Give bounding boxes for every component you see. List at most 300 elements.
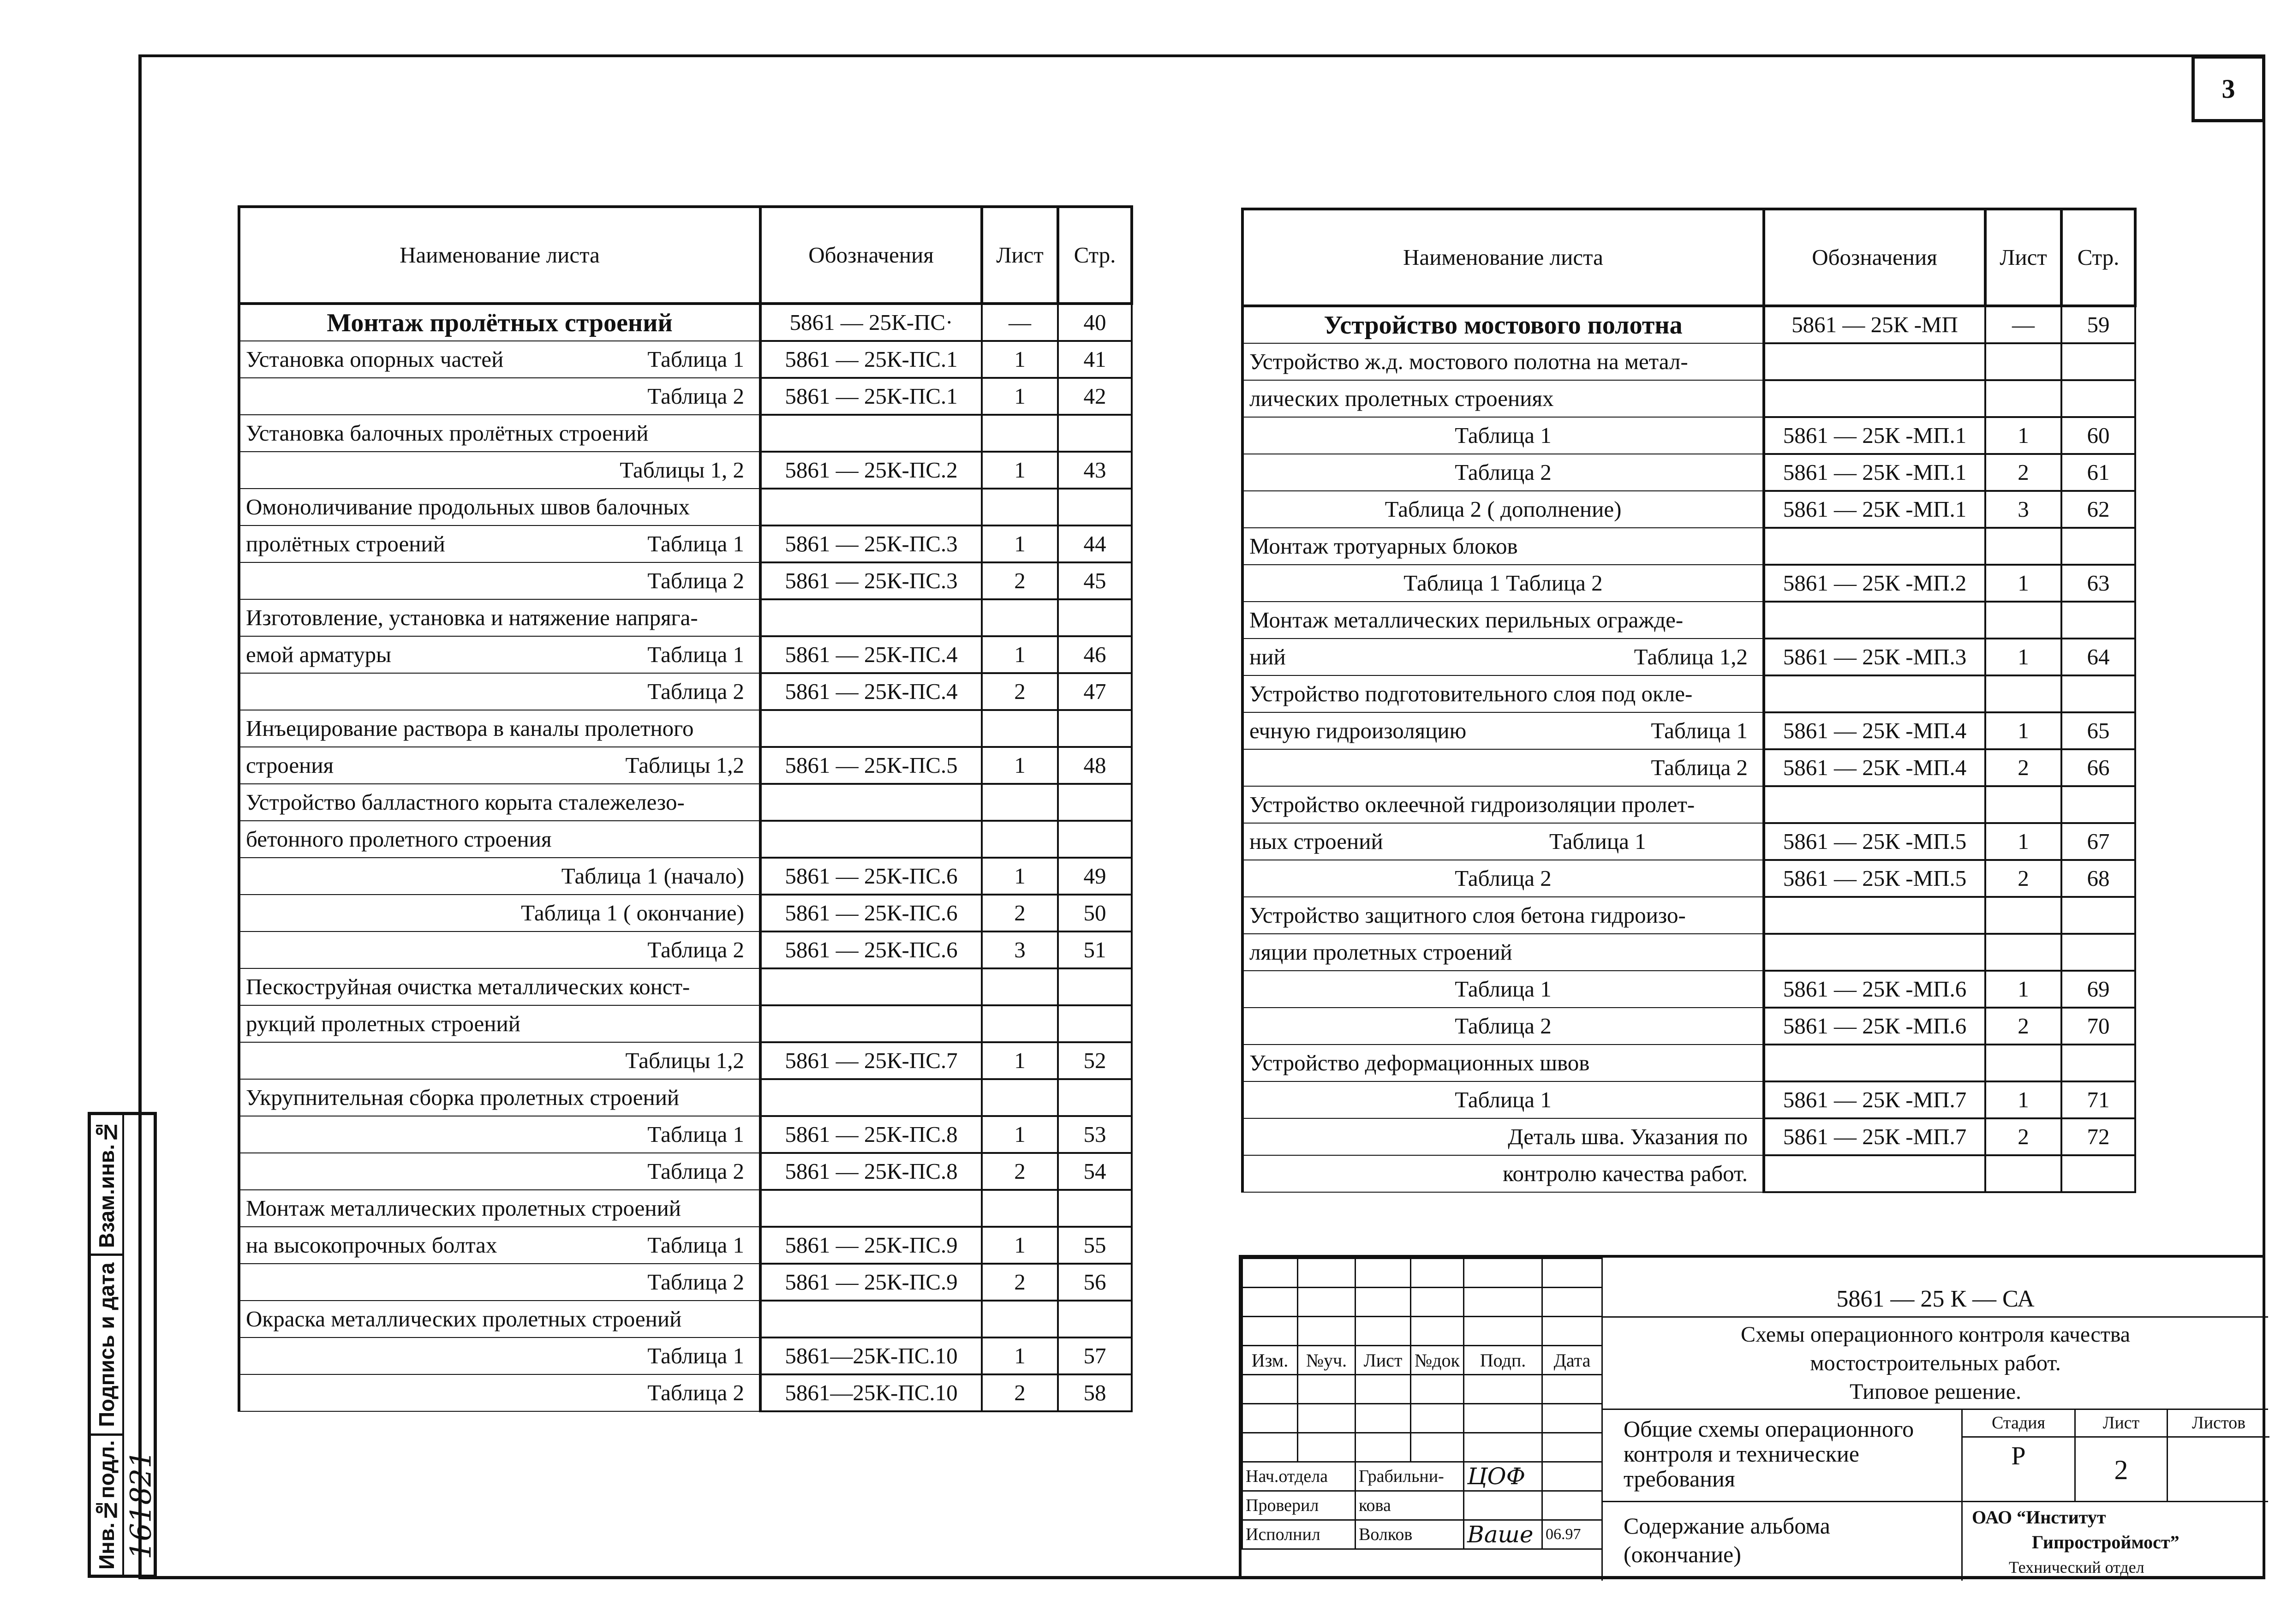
row-page: [2061, 675, 2135, 712]
row-sheet: 1: [1985, 565, 2061, 602]
album-title: [1601, 1502, 1961, 1581]
row-page: [1058, 489, 1132, 525]
row-code: 5861 — 25К -МП.4: [1764, 712, 1985, 749]
row-name-text: строения: [246, 752, 334, 778]
table-row: [239, 968, 1132, 1005]
row-sheet: [1985, 380, 2061, 417]
stage-value: Р: [1963, 1438, 2076, 1502]
row-code: 5861 — 25К-ПС.6: [760, 895, 982, 931]
row-name: [1242, 528, 1764, 565]
row-code: 5861 — 25К-ПС.4: [760, 673, 982, 710]
header-code: Обозначения: [1764, 209, 1985, 306]
row-page: [2061, 897, 2135, 934]
table-row: [239, 341, 1132, 378]
row-table-ref: Таблица 2: [647, 1269, 744, 1295]
role-name: Волков: [1355, 1520, 1464, 1549]
table-row: [1242, 639, 2135, 675]
row-name: [1242, 934, 1764, 971]
header-name: Наименование листа: [1242, 209, 1764, 306]
row-page: [1058, 821, 1132, 858]
row-table-ref: Таблица 1: [647, 346, 744, 372]
row-name: [239, 968, 760, 1005]
row-name: [239, 304, 760, 341]
row-page: 69: [2061, 971, 2135, 1008]
row-code: [1764, 343, 1985, 380]
row-page: [2061, 602, 2135, 639]
row-sheet: [1985, 528, 2061, 565]
table-row: [1242, 1118, 2135, 1155]
row-table-ref: Деталь шва. Указания по: [1508, 1124, 1748, 1149]
left-contents-table: [238, 205, 1133, 1412]
row-name-text: Устройство защитного слоя бетона гидроизо-: [1249, 902, 1686, 928]
row-sheet: 2: [1985, 454, 2061, 491]
doc-title: [1601, 1318, 2268, 1410]
row-name-text: Укрупнительная сборка пролетных строений: [246, 1085, 680, 1110]
row-code: 5861 — 25К -МП.1: [1764, 417, 1985, 454]
row-code: 5861 — 25К-ПС.8: [760, 1153, 982, 1190]
table-row: [239, 415, 1132, 452]
role-name: Грабильни-: [1355, 1462, 1464, 1491]
row-page: [2061, 786, 2135, 823]
row-name: [1242, 491, 1764, 528]
row-code: 5861 — 25К-ПС.9: [760, 1264, 982, 1301]
row-name: [239, 1190, 760, 1227]
row-code: 5861 — 25К-ПС.1: [760, 341, 982, 378]
row-name-text: Установка опорных частей: [246, 346, 504, 372]
row-name-text: Монтаж металлических пролетных строений: [246, 1195, 681, 1221]
row-table-ref: Таблица 2: [647, 937, 744, 962]
row-page: [2061, 1155, 2135, 1192]
row-sheet: 1: [982, 747, 1058, 784]
row-name: [239, 562, 760, 599]
table-row: [239, 673, 1132, 710]
row-code: 5861 — 25К -МП.1: [1764, 454, 1985, 491]
row-sheet: 2: [982, 1374, 1058, 1411]
row-sheet: 1: [982, 636, 1058, 673]
table-row: [1242, 528, 2135, 565]
row-sheet: —: [982, 304, 1058, 341]
row-name: [1242, 454, 1764, 491]
table-row: [1242, 860, 2135, 897]
signature: ЦОФ: [1464, 1462, 1542, 1491]
table-row: [1242, 602, 2135, 639]
row-sheet: 2: [1985, 1008, 2061, 1045]
role-row: [1242, 1462, 1602, 1491]
row-name-text: Устройство балластного корыта сталежелезо-: [246, 789, 685, 815]
row-sheet: [982, 1190, 1058, 1227]
row-table-ref: Таблицы 1, 2: [620, 457, 744, 483]
row-page: 66: [2061, 749, 2135, 786]
section-row: [1242, 306, 2135, 343]
row-code: [760, 1005, 982, 1042]
row-sheet: 3: [982, 931, 1058, 968]
row-sheet: [1985, 343, 2061, 380]
row-page: 62: [2061, 491, 2135, 528]
row-table-ref: Таблица 1: [1455, 976, 1552, 1002]
doc-title-line1: Схемы операционного контроля качества: [1740, 1322, 2131, 1347]
row-code: [760, 415, 982, 452]
row-name: [239, 931, 760, 968]
table-row: [239, 562, 1132, 599]
row-sheet: 1: [1985, 712, 2061, 749]
row-name: [239, 673, 760, 710]
row-page: 60: [2061, 417, 2135, 454]
row-name: [1242, 971, 1764, 1008]
table-row: [239, 599, 1132, 636]
table-row: [239, 525, 1132, 562]
row-sheet: 2: [982, 673, 1058, 710]
row-table-ref: Таблица 1: [1455, 423, 1552, 448]
table-row: [239, 1153, 1132, 1190]
row-name: [1242, 565, 1764, 602]
row-sheet: [982, 599, 1058, 636]
row-page: 43: [1058, 452, 1132, 489]
right-contents-table: [1241, 208, 2137, 1193]
table-row: [239, 489, 1132, 525]
row-code: 5861 — 25К -МП.6: [1764, 1008, 1985, 1045]
row-page: 54: [1058, 1153, 1132, 1190]
row-code: [760, 1079, 982, 1116]
row-page: 44: [1058, 525, 1132, 562]
table-row: [239, 931, 1132, 968]
row-page: 49: [1058, 858, 1132, 895]
table-row: [239, 710, 1132, 747]
row-name: [239, 1042, 760, 1079]
row-table-ref: Таблица 1: [1651, 718, 1748, 743]
row-name-text: пролётных строений: [246, 531, 445, 556]
row-sheet: —: [1985, 306, 2061, 343]
table-row: [239, 1079, 1132, 1116]
row-code: [1764, 1045, 1985, 1081]
header-name: Наименование листа: [239, 207, 760, 304]
row-name: [239, 1337, 760, 1374]
table-row: [239, 452, 1132, 489]
row-page: 71: [2061, 1081, 2135, 1118]
row-table-ref: Таблица 1: [647, 1122, 744, 1147]
row-name: [239, 599, 760, 636]
row-page: 59: [2061, 306, 2135, 343]
row-code: 5861—25К-ПС.10: [760, 1374, 982, 1411]
row-name: [1242, 897, 1764, 934]
table-row: [1242, 491, 2135, 528]
row-code: 5861 — 25К-ПС.6: [760, 858, 982, 895]
row-page: [2061, 1045, 2135, 1081]
org-line3: Технический отдел: [2009, 1558, 2144, 1576]
signature: Ваше: [1464, 1520, 1542, 1549]
row-name: [239, 636, 760, 673]
row-page: 40: [1058, 304, 1132, 341]
row-sheet: [982, 1079, 1058, 1116]
section-title: [1601, 1410, 1961, 1502]
row-sheet: 2: [982, 1264, 1058, 1301]
row-name: [239, 489, 760, 525]
row-sheet: 1: [982, 452, 1058, 489]
date-value: 06.97: [1542, 1520, 1602, 1549]
row-code: [760, 821, 982, 858]
row-page: 56: [1058, 1264, 1132, 1301]
row-sheet: 1: [982, 1337, 1058, 1374]
row-code: [1764, 786, 1985, 823]
table-row: [1242, 749, 2135, 786]
table-row: [239, 784, 1132, 821]
table-row: [1242, 417, 2135, 454]
row-code: 5861 — 25К -МП.7: [1764, 1118, 1985, 1155]
table-row: [1242, 934, 2135, 971]
row-code: [1764, 528, 1985, 565]
table-row: [239, 1042, 1132, 1079]
row-page: [2061, 380, 2135, 417]
row-code: [760, 710, 982, 747]
row-table-ref: Таблица 2: [647, 679, 744, 704]
row-name: [239, 1079, 760, 1116]
row-name: [239, 1374, 760, 1411]
row-page: [1058, 1079, 1132, 1116]
row-sheet: 2: [982, 895, 1058, 931]
row-table-ref: Таблица 1 (начало): [561, 863, 744, 889]
row-page: [1058, 1005, 1132, 1042]
row-page: [1058, 599, 1132, 636]
row-sheet: 1: [1985, 1081, 2061, 1118]
section-title: Монтаж пролётных строений: [327, 308, 673, 337]
col-podp: Подп.: [1464, 1346, 1542, 1375]
row-sheet: 1: [1985, 823, 2061, 860]
row-name: [1242, 602, 1764, 639]
row-name: [239, 1301, 760, 1337]
row-page: 46: [1058, 636, 1132, 673]
row-page: 48: [1058, 747, 1132, 784]
row-name: [239, 1116, 760, 1153]
table-row: [1242, 343, 2135, 380]
header-sheet: Лист: [982, 207, 1058, 304]
row-page: 61: [2061, 454, 2135, 491]
row-table-ref: Таблица 1 Таблица 2: [1403, 570, 1603, 596]
row-code: [760, 489, 982, 525]
row-table-ref: Таблица 2: [647, 568, 744, 593]
row-name-text: Устройство деформационных швов: [1249, 1050, 1590, 1075]
row-page: 67: [2061, 823, 2135, 860]
header-sheet: Лист: [1985, 209, 2061, 306]
header-page: Стр.: [2061, 209, 2135, 306]
row-code: 5861 — 25К-ПС·: [760, 304, 982, 341]
table-row: [1242, 380, 2135, 417]
table-row: [239, 1190, 1132, 1227]
row-name: [1242, 675, 1764, 712]
row-code: 5861 — 25К-ПС.2: [760, 452, 982, 489]
row-table-ref: Таблица 1: [647, 642, 744, 667]
row-table-ref: Таблица 1: [1455, 1087, 1552, 1112]
table-row: [1242, 565, 2135, 602]
row-name: [239, 710, 760, 747]
row-page: [1058, 784, 1132, 821]
row-code: [1764, 1155, 1985, 1192]
row-name: [239, 1153, 760, 1190]
side-label-signature: Подпись и дата: [95, 1262, 119, 1427]
inventory-number: 161821: [124, 1450, 158, 1560]
row-name-text: Монтаж тротуарных блоков: [1249, 533, 1518, 559]
table-row: [239, 1005, 1132, 1042]
row-page: 53: [1058, 1116, 1132, 1153]
table-header-row: [1242, 209, 2135, 306]
row-sheet: 2: [982, 1153, 1058, 1190]
row-sheet: [982, 710, 1058, 747]
row-code: 5861 — 25К-ПС.9: [760, 1227, 982, 1264]
title-block: [1239, 1255, 2265, 1578]
role-row: [1242, 1520, 1602, 1549]
row-table-ref: Таблицы 1,2: [625, 752, 744, 778]
stage-grid: [1961, 1410, 2268, 1502]
row-sheet: 1: [1985, 971, 2061, 1008]
row-page: 65: [2061, 712, 2135, 749]
row-name: [1242, 1155, 1764, 1192]
row-code: 5861 — 25К-ПС.3: [760, 562, 982, 599]
role-row: [1242, 1491, 1602, 1520]
row-page: [1058, 1190, 1132, 1227]
row-code: [760, 599, 982, 636]
row-page: 52: [1058, 1042, 1132, 1079]
row-table-ref: Таблица 2: [1455, 866, 1552, 891]
row-table-ref: Таблица 2 ( дополнение): [1385, 496, 1622, 522]
section-title-text: Общие схемы операционного контроля и технические требования: [1624, 1416, 1914, 1492]
row-sheet: [982, 415, 1058, 452]
row-table-ref: Таблица 1: [647, 1232, 744, 1258]
row-code: 5861 — 25К-ПС.4: [760, 636, 982, 673]
row-code: [1764, 675, 1985, 712]
page-number: [2191, 55, 2265, 122]
table-row: [1242, 897, 2135, 934]
table-row: [239, 747, 1132, 784]
row-table-ref: Таблица 2: [1455, 460, 1552, 485]
row-name: [239, 784, 760, 821]
row-code: 5861 — 25К -МП.4: [1764, 749, 1985, 786]
col-data: Дата: [1542, 1346, 1602, 1375]
side-label-inventory: Инв.№подл.: [95, 1440, 119, 1570]
row-table-ref: Таблица 2: [647, 383, 744, 409]
role-name: кова: [1355, 1491, 1464, 1520]
org-line2: Гипростроймост”: [2032, 1532, 2180, 1552]
row-sheet: 2: [1985, 860, 2061, 897]
row-name-text: ляции пролетных строений: [1249, 939, 1512, 965]
row-table-ref: Таблица 1: [647, 1343, 744, 1368]
table-row: [1242, 823, 2135, 860]
stage-header: Стадия: [1963, 1410, 2076, 1438]
section-title: Устройство мостового полотна: [1324, 310, 1683, 340]
row-sheet: 1: [1985, 639, 2061, 675]
row-code: 5861 — 25К -МП.2: [1764, 565, 1985, 602]
row-name-text: Омоноличивание продольных швов балочных: [246, 494, 690, 519]
row-name-text: ний: [1249, 644, 1286, 669]
row-table-ref: Таблица 1: [1549, 829, 1646, 854]
row-sheet: 1: [982, 858, 1058, 895]
table-row: [239, 858, 1132, 895]
row-code: 5861 — 25К -МП.1: [1764, 491, 1985, 528]
row-code: [1764, 897, 1985, 934]
row-page: 70: [2061, 1008, 2135, 1045]
row-name: [239, 1227, 760, 1264]
row-sheet: [982, 968, 1058, 1005]
row-name-text: лических пролетных строениях: [1249, 386, 1554, 411]
row-page: 57: [1058, 1337, 1132, 1374]
doc-code-text: 5861 — 25 К — СА: [1836, 1286, 2035, 1312]
row-sheet: [982, 784, 1058, 821]
row-name-text: ечную гидроизоляцию: [1249, 718, 1467, 743]
organization: [1961, 1502, 2268, 1581]
row-code: 5861 — 25К -МП.5: [1764, 860, 1985, 897]
row-sheet: 2: [982, 562, 1058, 599]
row-table-ref: Таблица 1 ( окончание): [521, 900, 744, 925]
row-page: 50: [1058, 895, 1132, 931]
row-name: [1242, 306, 1764, 343]
row-name: [239, 1264, 760, 1301]
row-code: 5861 — 25К-ПС.7: [760, 1042, 982, 1079]
revision-header-row: [1242, 1346, 1602, 1375]
row-name-text: рукций пролетных строений: [246, 1011, 520, 1036]
row-table-ref: контролю качества работ.: [1503, 1161, 1748, 1186]
row-name: [239, 1005, 760, 1042]
row-sheet: 3: [1985, 491, 2061, 528]
doc-title-line3: Типовое решение.: [1850, 1379, 2021, 1404]
row-name: [1242, 860, 1764, 897]
row-sheet: [982, 1301, 1058, 1337]
row-sheet: [1985, 1155, 2061, 1192]
row-page: [1058, 415, 1132, 452]
row-page: 45: [1058, 562, 1132, 599]
col-ndok: №док: [1411, 1346, 1464, 1375]
row-name: [1242, 786, 1764, 823]
row-code: [760, 968, 982, 1005]
row-name: [1242, 380, 1764, 417]
row-name-text: Окраска металлических пролетных строений: [246, 1306, 682, 1331]
row-name-text: Устройство ж.д. мостового полотна на метал-: [1249, 349, 1688, 374]
row-code: [760, 784, 982, 821]
table-row: [239, 378, 1132, 415]
row-page: 64: [2061, 639, 2135, 675]
row-name-text: Устройство подготовительного слоя под окле-: [1249, 681, 1693, 706]
role-label: Проверил: [1242, 1491, 1355, 1520]
row-code: [1764, 602, 1985, 639]
row-code: 5861 — 25К -МП.3: [1764, 639, 1985, 675]
row-name: [1242, 712, 1764, 749]
row-table-ref: Таблица 2: [647, 1158, 744, 1184]
row-page: 55: [1058, 1227, 1132, 1264]
revision-grid: [1242, 1258, 1603, 1550]
row-page: 68: [2061, 860, 2135, 897]
row-name-text: Монтаж металлических перильных огражде-: [1249, 607, 1684, 633]
row-table-ref: Таблица 2: [647, 1380, 744, 1405]
row-code: 5861 — 25К-ПС.6: [760, 931, 982, 968]
row-page: 42: [1058, 378, 1132, 415]
table-row: [239, 1227, 1132, 1264]
row-name: [1242, 639, 1764, 675]
row-name: [1242, 1118, 1764, 1155]
sheet-value: 2: [2076, 1438, 2168, 1502]
row-sheet: [1985, 934, 2061, 971]
row-code: 5861 — 25К-ПС.1: [760, 378, 982, 415]
row-sheet: [1985, 675, 2061, 712]
table-row: [239, 1264, 1132, 1301]
row-code: 5861 — 25К -МП.7: [1764, 1081, 1985, 1118]
sheet-header: Лист: [2076, 1410, 2168, 1438]
row-sheet: [982, 821, 1058, 858]
row-sheet: 1: [982, 525, 1058, 562]
row-name-text: Инъецирование раствора в каналы пролетного: [246, 716, 694, 741]
header-page: Стр.: [1058, 207, 1132, 304]
row-code: [760, 1301, 982, 1337]
album-title-text: Содержание альбома (окончание): [1624, 1513, 1830, 1567]
row-sheet: [1985, 786, 2061, 823]
row-name-text: Установка балочных пролётных строений: [246, 420, 649, 446]
row-name-text: Пескоструйная очистка металлических конст-: [246, 974, 690, 999]
row-code: 5861 — 25К-ПС.5: [760, 747, 982, 784]
